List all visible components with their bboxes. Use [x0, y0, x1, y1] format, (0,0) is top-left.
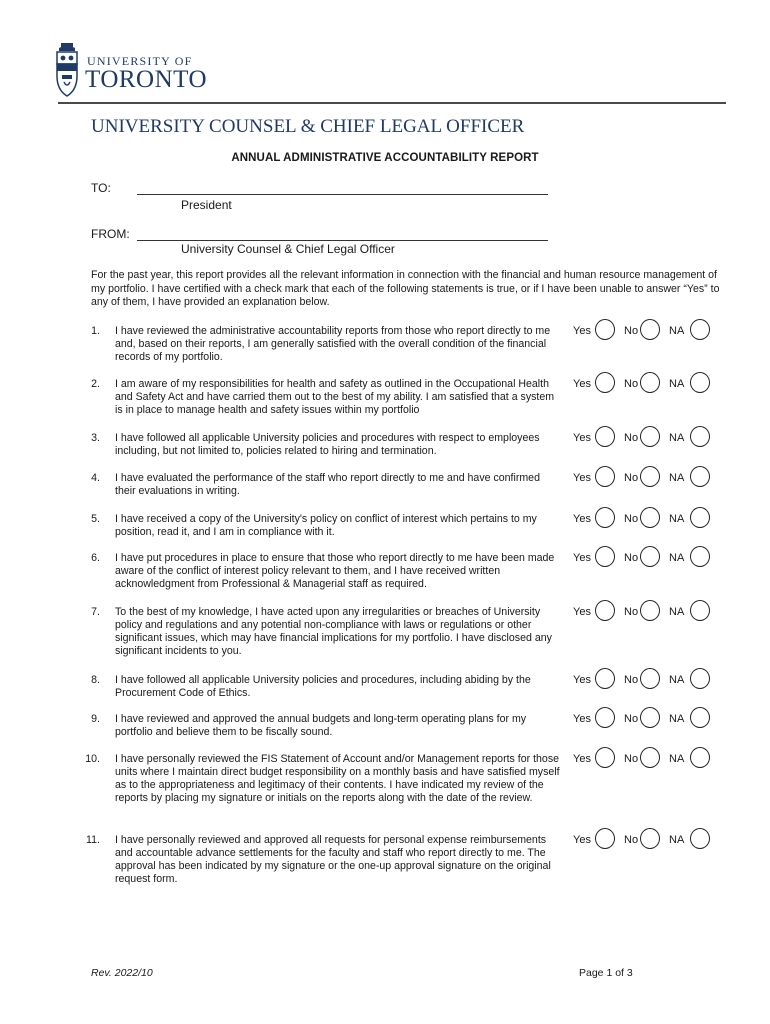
statement-number: 8. [91, 674, 100, 686]
statement-number: 4. [91, 472, 100, 484]
crest-icon [55, 42, 79, 98]
statement-number: 1. [91, 325, 100, 337]
na-label: NA [669, 606, 685, 618]
yes-label: Yes [573, 834, 591, 846]
no-checkbox[interactable] [640, 507, 660, 528]
no-label: No [624, 513, 639, 525]
yes-checkbox[interactable] [595, 372, 615, 393]
no-label: No [624, 753, 639, 765]
statement-number: 11. [86, 834, 100, 846]
no-label: No [624, 834, 639, 846]
na-label: NA [669, 472, 685, 484]
header-rule [58, 102, 726, 104]
yes-label: Yes [573, 325, 591, 337]
na-checkbox[interactable] [690, 747, 710, 768]
na-checkbox[interactable] [690, 600, 710, 621]
report-title: ANNUAL ADMINISTRATIVE ACCOUNTABILITY REPORT [231, 152, 539, 164]
na-label: NA [669, 713, 685, 725]
no-label: No [624, 325, 639, 337]
no-checkbox[interactable] [640, 546, 660, 567]
na-label: NA [669, 378, 685, 390]
no-checkbox[interactable] [640, 828, 660, 849]
yes-checkbox[interactable] [595, 319, 615, 340]
no-label: No [624, 378, 639, 390]
na-label: NA [669, 325, 685, 337]
yes-checkbox[interactable] [595, 707, 615, 728]
yes-checkbox[interactable] [595, 747, 615, 768]
yes-label: Yes [573, 674, 591, 686]
statement-text: To the best of my knowledge, I have acted upon any irregularities or breaches of University policy and regulations and any potential non-compliance with laws or regulations or other significant issues, which may have financial implications for my portfolio. I have disclosed any significant incidents to you. [115, 606, 552, 657]
na-label: NA [669, 674, 685, 686]
statement-text: I have reviewed and approved the annual budgets and long-term operating plans for my portfolio and believe them to be fiscally sound. [115, 713, 527, 738]
statement-text: I am aware of my responsibilities for health and safety as outlined in the Occupational Health and Safety Act and have carried them out to the best of my ability. I am satisfied that a system is in place to manage health and safety issues within my portfolio [115, 378, 555, 416]
na-checkbox[interactable] [690, 372, 710, 393]
statement-number: 10. [85, 753, 100, 765]
page-number: Page 1 of 3 [579, 967, 633, 979]
yes-label: Yes [573, 378, 591, 390]
yes-checkbox[interactable] [595, 668, 615, 689]
logo-line-1: UNIVERSITY OF [87, 54, 193, 68]
yes-label: Yes [573, 432, 591, 444]
office-title: UNIVERSITY COUNSEL & CHIEF LEGAL OFFICER [91, 116, 525, 137]
statement-text: I have put procedures in place to ensure that those who report directly to me have been made aware of the conflict of interest policy relevant to them, and I have received written acknowledgment from Professional & Managerial staff as required. [115, 552, 555, 590]
na-checkbox[interactable] [690, 828, 710, 849]
no-checkbox[interactable] [640, 707, 660, 728]
yes-label: Yes [573, 753, 591, 765]
statement-text: I have personally reviewed and approved all requests for personal expense reimbursements and accountable advance settlements for the faculty and staff who report directly to me. The approval has been indicated by my signature or the one-up approval signature on the original request form. [115, 834, 551, 885]
na-checkbox[interactable] [690, 319, 710, 340]
statement-number: 2. [91, 378, 100, 390]
na-label: NA [669, 432, 685, 444]
statement-number: 3. [91, 432, 100, 444]
statement-number: 9. [91, 713, 100, 725]
no-label: No [624, 713, 639, 725]
from-label: FROM: [91, 227, 130, 241]
na-checkbox[interactable] [690, 707, 710, 728]
from-signature-line[interactable] [137, 240, 548, 241]
no-checkbox[interactable] [640, 747, 660, 768]
no-checkbox[interactable] [640, 668, 660, 689]
no-label: No [624, 606, 639, 618]
yes-checkbox[interactable] [595, 828, 615, 849]
no-checkbox[interactable] [640, 466, 660, 487]
no-checkbox[interactable] [640, 319, 660, 340]
na-label: NA [669, 834, 685, 846]
na-checkbox[interactable] [690, 426, 710, 447]
yes-label: Yes [573, 472, 591, 484]
no-checkbox[interactable] [640, 600, 660, 621]
statement-number: 5. [91, 513, 100, 525]
no-checkbox[interactable] [640, 372, 660, 393]
no-label: No [624, 552, 639, 564]
no-checkbox[interactable] [640, 426, 660, 447]
revision-label: Rev. 2022/10 [91, 967, 153, 979]
statement-text: I have evaluated the performance of the staff who report directly to me and have confirmed their evaluations in writing. [115, 472, 540, 497]
university-logo [55, 42, 225, 100]
yes-label: Yes [573, 552, 591, 564]
na-label: NA [669, 753, 685, 765]
na-checkbox[interactable] [690, 466, 710, 487]
na-label: NA [669, 552, 685, 564]
to-recipient: President [181, 198, 232, 212]
na-label: NA [669, 513, 685, 525]
to-signature-line[interactable] [137, 194, 548, 195]
statement-text: I have followed all applicable University policies and procedures, including abiding by the Procurement Code of Ethics. [115, 674, 531, 699]
statement-text: I have followed all applicable University policies and procedures with respect to employees including, but not limited to, policies related to hiring and termination. [115, 432, 540, 457]
no-label: No [624, 472, 639, 484]
no-label: No [624, 432, 639, 444]
yes-checkbox[interactable] [595, 600, 615, 621]
from-sender: University Counsel & Chief Legal Officer [181, 242, 395, 256]
yes-checkbox[interactable] [595, 507, 615, 528]
statement-text: I have reviewed the administrative accountability reports from those who report directly to me and, based on their reports, I am generally satisfied with the overall condition of the financial records of my portfolio. [115, 325, 551, 363]
yes-checkbox[interactable] [595, 466, 615, 487]
no-label: No [624, 674, 639, 686]
na-checkbox[interactable] [690, 507, 710, 528]
statement-number: 7. [91, 606, 100, 618]
yes-label: Yes [573, 713, 591, 725]
statement-text: I have received a copy of the University's policy on conflict of interest which pertains to my position, read it, and I am in compliance with it. [115, 513, 537, 538]
yes-checkbox[interactable] [595, 426, 615, 447]
yes-label: Yes [573, 606, 591, 618]
intro-paragraph: For the past year, this report provides all the relevant information in connection with the financial and human resource management of my portfolio. I have certified with a check mark that each of the following statements is true, or if I have been unable to answer “Yes” to any of them, I have provided an explanation below. [91, 269, 720, 309]
statement-number: 6. [91, 552, 100, 564]
yes-checkbox[interactable] [595, 546, 615, 567]
yes-label: Yes [573, 513, 591, 525]
na-checkbox[interactable] [690, 668, 710, 689]
statement-text: I have personally reviewed the FIS Statement of Account and/or Management reports for those units where I maintain direct budget responsibility on a monthly basis and have satisfied myself as to the appropriateness and legitimacy of their contents. I have indicated my review of the reports by placing my signature or initials on the reports along with the date of the review. [115, 753, 560, 804]
logo-line-2: TORONTO [85, 66, 208, 93]
na-checkbox[interactable] [690, 546, 710, 567]
to-label: TO: [91, 181, 111, 195]
